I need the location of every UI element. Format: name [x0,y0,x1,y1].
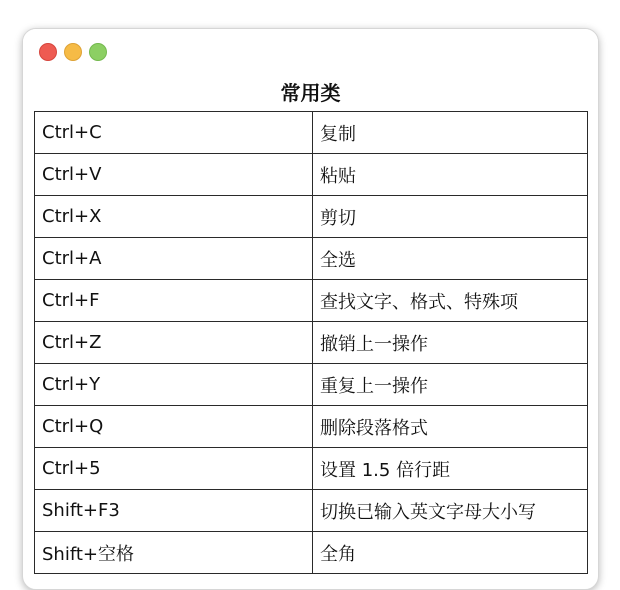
shortcut-cell: Ctrl+Q [35,406,313,448]
shortcut-cell: Shift+F3 [35,490,313,532]
shortcut-cell: Ctrl+5 [35,448,313,490]
action-cell: 切换已输入英文字母大小写 [313,490,588,532]
action-cell: 撤销上一操作 [313,322,588,364]
shortcut-cell: Ctrl+A [35,238,313,280]
table-row [35,532,588,574]
minimize-button[interactable] [64,43,82,61]
shortcut-cell: Shift+空格 [35,532,313,574]
close-button[interactable] [39,43,57,61]
shortcut-cell: Ctrl+Z [35,322,313,364]
shortcut-cell: Ctrl+Y [35,364,313,406]
table-row [35,112,588,154]
table-row [35,154,588,196]
shortcut-table [34,111,588,574]
table-row [35,406,588,448]
action-cell: 剪切 [313,196,588,238]
title-bar [23,29,598,75]
table-row [35,238,588,280]
table-row [35,280,588,322]
table-row [35,322,588,364]
action-cell: 重复上一操作 [313,364,588,406]
action-cell: 全角 [313,532,588,574]
shortcut-cell: Ctrl+C [35,112,313,154]
table-row [35,448,588,490]
app-window [22,28,599,590]
action-cell: 删除段落格式 [313,406,588,448]
shortcut-cell: Ctrl+V [35,154,313,196]
table-row [35,364,588,406]
action-cell: 全选 [313,238,588,280]
action-cell: 粘贴 [313,154,588,196]
table-row [35,196,588,238]
table-title: 常用类 [280,81,341,105]
table-row [35,490,588,532]
action-cell: 查找文字、格式、特殊项 [313,280,588,322]
action-cell: 复制 [313,112,588,154]
zoom-button[interactable] [89,43,107,61]
shortcut-cell: Ctrl+F [35,280,313,322]
action-cell: 设置 1.5 倍行距 [313,448,588,490]
shortcut-cell: Ctrl+X [35,196,313,238]
